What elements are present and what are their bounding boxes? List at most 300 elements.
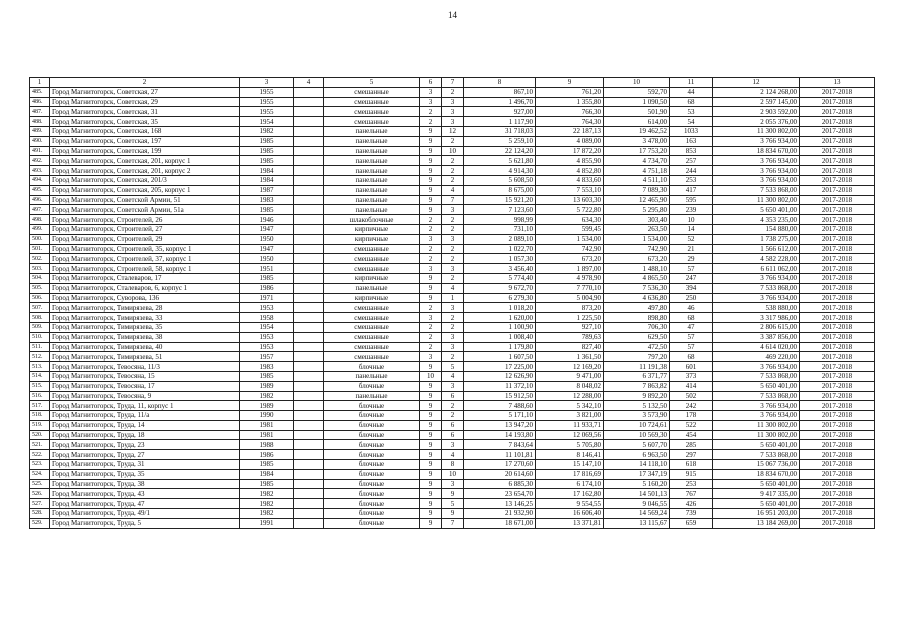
cell-repair-cost: 1 566 612,00 [713, 244, 800, 254]
cell-living-area: 634,30 [536, 215, 604, 225]
cell-repair-cost: 9 417 335,00 [713, 489, 800, 499]
cell-residential-area: 6 963,50 [604, 450, 670, 460]
cell-residential-area: 263,50 [604, 224, 670, 234]
cell-floors: 9 [420, 450, 442, 460]
cell-repair-cost: 5 650 401,00 [713, 381, 800, 391]
cell-repair-cost: 3 387 856,00 [713, 332, 800, 342]
cell-residents: 253 [670, 175, 713, 185]
cell-col-4 [294, 234, 324, 244]
cell-residents: 47 [670, 322, 713, 332]
cell-entrances: 3 [442, 107, 464, 117]
cell-row-number: 506. [30, 293, 50, 303]
table-row [30, 460, 875, 470]
cell-entrances: 2 [442, 87, 464, 97]
cell-entrances: 2 [442, 273, 464, 283]
cell-living-area: 1 361,50 [536, 352, 604, 362]
column-header-1: 1 [30, 78, 50, 88]
cell-entrances: 3 [442, 97, 464, 107]
cell-col-4 [294, 205, 324, 215]
cell-repair-cost: 7 533 868,00 [713, 450, 800, 460]
cell-floors: 2 [420, 342, 442, 352]
cell-address: Город Магнитогорск, Советская, 27 [50, 87, 240, 97]
cell-entrances: 2 [442, 254, 464, 264]
cell-floors: 9 [420, 381, 442, 391]
table-row [30, 283, 875, 293]
cell-total-area: 13 146,25 [464, 499, 536, 509]
cell-living-area: 8 146,41 [536, 450, 604, 460]
cell-residents: 53 [670, 107, 713, 117]
cell-row-number: 519. [30, 420, 50, 430]
cell-col-4 [294, 146, 324, 156]
cell-address: Город Магнитогорск, Советская, 29 [50, 97, 240, 107]
cell-living-area: 673,20 [536, 254, 604, 264]
cell-row-number: 528. [30, 509, 50, 519]
cell-repair-cost: 3 766 934,00 [713, 401, 800, 411]
cell-repair-period: 2017-2018 [800, 224, 875, 234]
cell-repair-period: 2017-2018 [800, 254, 875, 264]
cell-col-4 [294, 509, 324, 519]
cell-repair-period: 2017-2018 [800, 205, 875, 215]
cell-repair-period: 2017-2018 [800, 283, 875, 293]
cell-repair-cost: 7 533 868,00 [713, 185, 800, 195]
cell-living-area: 11 933,71 [536, 420, 604, 430]
cell-row-number: 505. [30, 283, 50, 293]
cell-entrances: 9 [442, 509, 464, 519]
cell-col-4 [294, 126, 324, 136]
cell-wall-material: блочные [324, 460, 420, 470]
cell-build-year: 1957 [240, 352, 294, 362]
cell-floors: 9 [420, 273, 442, 283]
cell-row-number: 509. [30, 322, 50, 332]
cell-living-area: 9 554,55 [536, 499, 604, 509]
cell-address: Город Магнитогорск, Тевосяна, 9 [50, 391, 240, 401]
cell-repair-cost: 2 124 268,00 [713, 87, 800, 97]
cell-floors: 2 [420, 117, 442, 127]
table-row [30, 401, 875, 411]
cell-address: Город Магнитогорск, Тевосяна, 17 [50, 381, 240, 391]
cell-repair-period: 2017-2018 [800, 166, 875, 176]
cell-build-year: 1985 [240, 156, 294, 166]
cell-entrances: 3 [442, 117, 464, 127]
cell-repair-period: 2017-2018 [800, 440, 875, 450]
cell-repair-period: 2017-2018 [800, 215, 875, 225]
cell-floors: 9 [420, 391, 442, 401]
cell-wall-material: панельные [324, 185, 420, 195]
cell-living-area: 5 004,90 [536, 293, 604, 303]
cell-col-4 [294, 450, 324, 460]
cell-entrances: 3 [442, 381, 464, 391]
cell-living-area: 13 371,81 [536, 518, 604, 528]
cell-repair-period: 2017-2018 [800, 381, 875, 391]
cell-total-area: 8 675,00 [464, 185, 536, 195]
cell-col-4 [294, 273, 324, 283]
cell-repair-period: 2017-2018 [800, 352, 875, 362]
cell-col-4 [294, 107, 324, 117]
table-row [30, 518, 875, 528]
cell-living-area: 4 833,60 [536, 175, 604, 185]
cell-total-area: 3 456,40 [464, 264, 536, 274]
cell-repair-cost: 5 650 401,00 [713, 205, 800, 215]
cell-col-4 [294, 342, 324, 352]
cell-row-number: 503. [30, 264, 50, 274]
cell-total-area: 14 193,80 [464, 430, 536, 440]
cell-row-number: 522. [30, 450, 50, 460]
cell-total-area: 2 089,10 [464, 234, 536, 244]
cell-address: Город Магнитогорск, Труда, 11/а [50, 411, 240, 421]
cell-wall-material: кирпичные [324, 273, 420, 283]
cell-total-area: 1 117,90 [464, 117, 536, 127]
cell-living-area: 599,45 [536, 224, 604, 234]
table-row [30, 479, 875, 489]
cell-residential-area: 742,90 [604, 244, 670, 254]
cell-wall-material: панельные [324, 146, 420, 156]
cell-row-number: 496. [30, 195, 50, 205]
table-row [30, 313, 875, 323]
cell-wall-material: панельные [324, 156, 420, 166]
cell-build-year: 1985 [240, 136, 294, 146]
cell-living-area: 12 069,56 [536, 430, 604, 440]
cell-residential-area: 497,80 [604, 303, 670, 313]
cell-repair-cost: 18 834 670,00 [713, 146, 800, 156]
cell-entrances: 3 [442, 342, 464, 352]
column-header-5: 5 [324, 78, 420, 88]
cell-repair-period: 2017-2018 [800, 126, 875, 136]
cell-residential-area: 501,90 [604, 107, 670, 117]
cell-col-4 [294, 303, 324, 313]
cell-entrances: 2 [442, 411, 464, 421]
cell-repair-cost: 3 766 934,00 [713, 362, 800, 372]
cell-build-year: 1981 [240, 420, 294, 430]
cell-residential-area: 4 734,70 [604, 156, 670, 166]
cell-wall-material: панельные [324, 166, 420, 176]
cell-address: Город Магнитогорск, Труда, 35 [50, 469, 240, 479]
table-row [30, 489, 875, 499]
cell-col-4 [294, 371, 324, 381]
table-row [30, 254, 875, 264]
cell-living-area: 742,90 [536, 244, 604, 254]
table-row [30, 411, 875, 421]
cell-build-year: 1984 [240, 469, 294, 479]
cell-build-year: 1955 [240, 107, 294, 117]
cell-residents: 57 [670, 342, 713, 352]
cell-build-year: 1982 [240, 391, 294, 401]
cell-wall-material: смешанные [324, 254, 420, 264]
cell-residential-area: 10 569,30 [604, 430, 670, 440]
cell-col-4 [294, 420, 324, 430]
cell-row-number: 501. [30, 244, 50, 254]
cell-floors: 9 [420, 175, 442, 185]
cell-build-year: 1983 [240, 362, 294, 372]
cell-col-4 [294, 362, 324, 372]
cell-floors: 3 [420, 234, 442, 244]
cell-address: Город Магнитогорск, Труда, 18 [50, 430, 240, 440]
cell-floors: 2 [420, 107, 442, 117]
cell-residents: 373 [670, 371, 713, 381]
cell-col-4 [294, 460, 324, 470]
cell-address: Город Магнитогорск, Советская, 201/3 [50, 175, 240, 185]
cell-entrances: 6 [442, 391, 464, 401]
cell-residents: 285 [670, 440, 713, 450]
cell-row-number: 529. [30, 518, 50, 528]
cell-repair-period: 2017-2018 [800, 509, 875, 519]
table-row [30, 391, 875, 401]
cell-wall-material: кирпичные [324, 293, 420, 303]
cell-repair-period: 2017-2018 [800, 244, 875, 254]
cell-repair-period: 2017-2018 [800, 499, 875, 509]
cell-wall-material: панельные [324, 205, 420, 215]
column-header-4: 4 [294, 78, 324, 88]
table-row [30, 303, 875, 313]
cell-floors: 2 [420, 322, 442, 332]
cell-address: Город Магнитогорск, Советская, 31 [50, 107, 240, 117]
cell-build-year: 1986 [240, 283, 294, 293]
cell-repair-cost: 4 353 235,00 [713, 215, 800, 225]
cell-wall-material: смешанные [324, 313, 420, 323]
cell-repair-cost: 11 300 802,00 [713, 126, 800, 136]
cell-wall-material: блочные [324, 479, 420, 489]
cell-repair-period: 2017-2018 [800, 460, 875, 470]
cell-residents: 426 [670, 499, 713, 509]
cell-col-4 [294, 293, 324, 303]
cell-wall-material: панельные [324, 126, 420, 136]
cell-repair-period: 2017-2018 [800, 332, 875, 342]
cell-build-year: 1991 [240, 518, 294, 528]
cell-build-year: 1985 [240, 479, 294, 489]
cell-residents: 257 [670, 156, 713, 166]
cell-residents: 46 [670, 303, 713, 313]
cell-build-year: 1953 [240, 342, 294, 352]
cell-repair-period: 2017-2018 [800, 87, 875, 97]
cell-residents: 595 [670, 195, 713, 205]
cell-repair-cost: 5 650 401,00 [713, 479, 800, 489]
cell-floors: 9 [420, 509, 442, 519]
cell-repair-period: 2017-2018 [800, 342, 875, 352]
cell-entrances: 4 [442, 450, 464, 460]
cell-floors: 3 [420, 87, 442, 97]
cell-total-area: 9 672,70 [464, 283, 536, 293]
cell-address: Город Магнитогорск, Тевосяна, 11/3 [50, 362, 240, 372]
cell-build-year: 1982 [240, 509, 294, 519]
cell-entrances: 5 [442, 499, 464, 509]
cell-residents: 14 [670, 224, 713, 234]
cell-build-year: 1950 [240, 254, 294, 264]
table-row [30, 264, 875, 274]
cell-build-year: 1985 [240, 371, 294, 381]
cell-repair-period: 2017-2018 [800, 97, 875, 107]
cell-total-area: 6 279,30 [464, 293, 536, 303]
cell-total-area: 21 932,90 [464, 509, 536, 519]
cell-residents: 29 [670, 254, 713, 264]
cell-floors: 2 [420, 224, 442, 234]
cell-total-area: 20 614,60 [464, 469, 536, 479]
cell-residential-area: 17 753,20 [604, 146, 670, 156]
cell-floors: 9 [420, 469, 442, 479]
cell-wall-material: панельные [324, 175, 420, 185]
cell-living-area: 17 816,69 [536, 469, 604, 479]
cell-residents: 1033 [670, 126, 713, 136]
cell-col-4 [294, 489, 324, 499]
cell-row-number: 490. [30, 136, 50, 146]
cell-row-number: 514. [30, 371, 50, 381]
page-number: 14 [448, 10, 457, 20]
cell-total-area: 5 608,50 [464, 175, 536, 185]
cell-repair-period: 2017-2018 [800, 273, 875, 283]
cell-residential-area: 1 090,50 [604, 97, 670, 107]
cell-residents: 454 [670, 430, 713, 440]
cell-col-4 [294, 401, 324, 411]
cell-repair-period: 2017-2018 [800, 195, 875, 205]
cell-floors: 9 [420, 479, 442, 489]
cell-residential-area: 3 478,00 [604, 136, 670, 146]
cell-row-number: 507. [30, 303, 50, 313]
cell-wall-material: смешанные [324, 322, 420, 332]
cell-entrances: 8 [442, 460, 464, 470]
cell-living-area: 4 852,80 [536, 166, 604, 176]
cell-residents: 242 [670, 401, 713, 411]
cell-residential-area: 7 536,30 [604, 283, 670, 293]
cell-repair-period: 2017-2018 [800, 293, 875, 303]
cell-total-area: 22 124,20 [464, 146, 536, 156]
cell-repair-cost: 538 880,00 [713, 303, 800, 313]
cell-col-4 [294, 254, 324, 264]
cell-residential-area: 4 751,18 [604, 166, 670, 176]
cell-residential-area: 14 569,24 [604, 509, 670, 519]
cell-residential-area: 3 573,90 [604, 411, 670, 421]
cell-floors: 9 [420, 195, 442, 205]
cell-total-area: 1 496,70 [464, 97, 536, 107]
cell-wall-material: смешанные [324, 303, 420, 313]
cell-address: Город Магнитогорск, Строителей, 37, корпус 1 [50, 254, 240, 264]
table-row [30, 430, 875, 440]
cell-living-area: 5 705,80 [536, 440, 604, 450]
cell-residents: 522 [670, 420, 713, 430]
cell-row-number: 515. [30, 381, 50, 391]
cell-address: Город Магнитогорск, Советской Армии, 51 [50, 195, 240, 205]
cell-row-number: 512. [30, 352, 50, 362]
column-header-6: 6 [420, 78, 442, 88]
table-row [30, 420, 875, 430]
cell-col-4 [294, 175, 324, 185]
cell-entrances: 2 [442, 322, 464, 332]
cell-residential-area: 592,70 [604, 87, 670, 97]
cell-entrances: 4 [442, 371, 464, 381]
cell-col-4 [294, 283, 324, 293]
table-body [30, 87, 875, 528]
cell-living-area: 5 342,10 [536, 401, 604, 411]
cell-residential-area: 1 488,10 [604, 264, 670, 274]
cell-floors: 9 [420, 146, 442, 156]
cell-entrances: 2 [442, 244, 464, 254]
cell-residential-area: 19 462,52 [604, 126, 670, 136]
cell-row-number: 516. [30, 391, 50, 401]
table-row [30, 224, 875, 234]
cell-col-4 [294, 479, 324, 489]
cell-residential-area: 673,20 [604, 254, 670, 264]
cell-total-area: 17 270,60 [464, 460, 536, 470]
cell-living-area: 1 897,00 [536, 264, 604, 274]
cell-wall-material: блочные [324, 489, 420, 499]
cell-build-year: 1985 [240, 205, 294, 215]
table-row [30, 499, 875, 509]
cell-col-4 [294, 224, 324, 234]
cell-address: Город Магнитогорск, Строителей, 26 [50, 215, 240, 225]
table-row [30, 273, 875, 283]
cell-repair-period: 2017-2018 [800, 185, 875, 195]
cell-address: Город Магнитогорск, Советская, 197 [50, 136, 240, 146]
cell-build-year: 1947 [240, 244, 294, 254]
cell-total-area: 5 774,40 [464, 273, 536, 283]
cell-row-number: 521. [30, 440, 50, 450]
cell-residents: 394 [670, 283, 713, 293]
cell-living-area: 4 978,90 [536, 273, 604, 283]
cell-wall-material: смешанные [324, 87, 420, 97]
cell-residents: 417 [670, 185, 713, 195]
cell-total-area: 1 022,70 [464, 244, 536, 254]
cell-col-4 [294, 381, 324, 391]
table-row [30, 136, 875, 146]
cell-floors: 2 [420, 303, 442, 313]
cell-residents: 239 [670, 205, 713, 215]
cell-build-year: 1953 [240, 303, 294, 313]
cell-wall-material: блочные [324, 420, 420, 430]
table-row [30, 244, 875, 254]
cell-wall-material: смешанные [324, 97, 420, 107]
cell-address: Город Магнитогорск, Сталеваров, 17 [50, 273, 240, 283]
cell-repair-cost: 5 650 401,00 [713, 440, 800, 450]
table-row [30, 205, 875, 215]
cell-repair-cost: 2 597 145,00 [713, 97, 800, 107]
cell-col-4 [294, 440, 324, 450]
cell-floors: 2 [420, 244, 442, 254]
cell-repair-period: 2017-2018 [800, 234, 875, 244]
cell-repair-cost: 11 300 802,00 [713, 195, 800, 205]
cell-floors: 9 [420, 518, 442, 528]
housing-register-table [29, 77, 875, 529]
cell-address: Город Магнитогорск, Тимирязева, 40 [50, 342, 240, 352]
cell-floors: 9 [420, 136, 442, 146]
cell-floors: 2 [420, 332, 442, 342]
cell-floors: 9 [420, 499, 442, 509]
cell-residential-area: 9 892,20 [604, 391, 670, 401]
cell-repair-period: 2017-2018 [800, 518, 875, 528]
cell-wall-material: панельные [324, 371, 420, 381]
cell-floors: 9 [420, 420, 442, 430]
cell-total-area: 17 225,00 [464, 362, 536, 372]
cell-residents: 21 [670, 244, 713, 254]
cell-wall-material: смешанные [324, 332, 420, 342]
cell-residential-area: 14 501,13 [604, 489, 670, 499]
cell-floors: 9 [420, 185, 442, 195]
cell-col-4 [294, 136, 324, 146]
cell-living-area: 5 722,80 [536, 205, 604, 215]
cell-total-area: 6 885,30 [464, 479, 536, 489]
cell-total-area: 11 101,81 [464, 450, 536, 460]
cell-repair-period: 2017-2018 [800, 371, 875, 381]
cell-address: Город Магнитогорск, Сталеваров, 6, корпус 1 [50, 283, 240, 293]
cell-build-year: 1982 [240, 499, 294, 509]
table-row [30, 175, 875, 185]
column-header-12: 12 [713, 78, 800, 88]
cell-entrances: 6 [442, 430, 464, 440]
cell-row-number: 513. [30, 362, 50, 372]
cell-repair-period: 2017-2018 [800, 322, 875, 332]
cell-total-area: 7 488,60 [464, 401, 536, 411]
cell-row-number: 493. [30, 166, 50, 176]
cell-build-year: 1990 [240, 411, 294, 421]
table-row [30, 322, 875, 332]
cell-row-number: 517. [30, 401, 50, 411]
cell-address: Город Магнитогорск, Труда, 23 [50, 440, 240, 450]
